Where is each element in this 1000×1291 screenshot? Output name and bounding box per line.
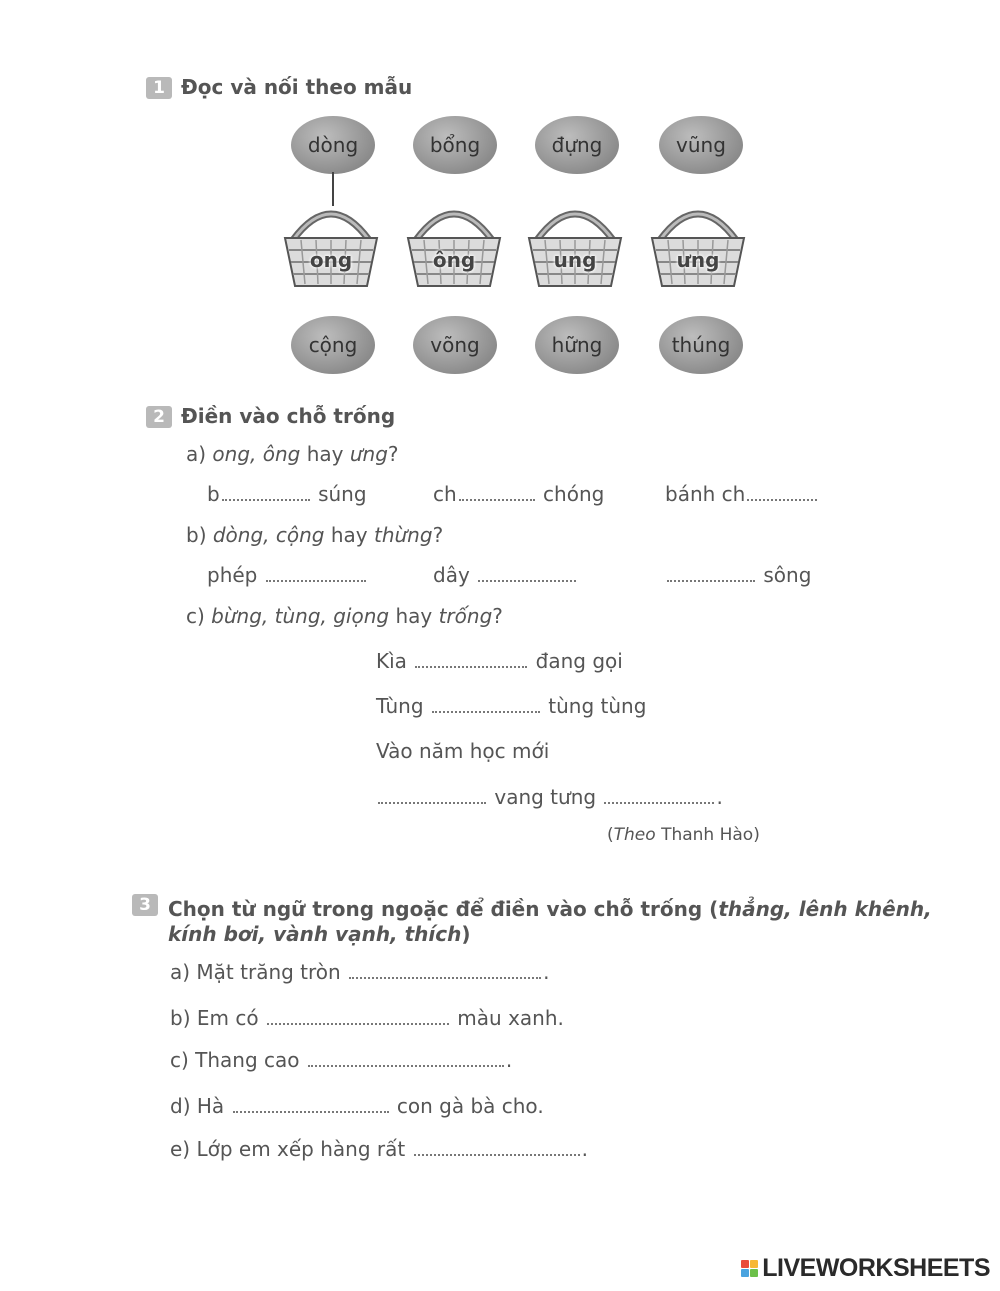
question-3-title-cont xyxy=(168,922,471,946)
part-label: c) xyxy=(186,604,205,628)
title-text: Chọn từ ngữ trong ngoặc để điền vào chỗ trống ( xyxy=(168,897,719,921)
egg-word[interactable]: cộng xyxy=(291,316,375,374)
basket-icon xyxy=(281,200,381,290)
item-label: d) Hà xyxy=(170,1094,225,1118)
poem-text: đang gọi xyxy=(535,649,623,673)
part-b-prompt xyxy=(186,523,443,547)
egg-word[interactable]: bổng xyxy=(413,116,497,174)
q3-item xyxy=(170,1094,544,1118)
logo-square xyxy=(741,1260,749,1268)
blank-field[interactable] xyxy=(478,580,576,582)
basket[interactable] xyxy=(404,200,504,290)
question-mark: ? xyxy=(492,604,503,628)
fill-item xyxy=(433,563,578,587)
blank-field[interactable] xyxy=(414,1154,580,1156)
blank-field[interactable] xyxy=(415,666,527,668)
basket-icon xyxy=(404,200,504,290)
poem-text: Tùng xyxy=(376,694,424,718)
poem-text: vang tưng xyxy=(494,785,597,809)
fill-before: ch xyxy=(433,482,457,506)
item-label: c) Thang cao xyxy=(170,1048,300,1072)
option-words: trống xyxy=(438,604,493,628)
egg-word[interactable]: võng xyxy=(413,316,497,374)
title-close: ) xyxy=(461,922,471,946)
blank-field[interactable] xyxy=(349,977,541,979)
question-mark: ? xyxy=(387,442,399,466)
brand-name: LIVEWORKSHEETS xyxy=(762,1254,990,1282)
question-1-title: Đọc và nối theo mẫu xyxy=(181,75,413,99)
item-label: a) Mặt trăng tròn xyxy=(170,960,341,984)
item-after: màu xanh. xyxy=(457,1006,564,1030)
poem-source xyxy=(607,825,760,845)
logo-square xyxy=(750,1260,758,1268)
blank-field[interactable] xyxy=(459,499,535,501)
blank-field[interactable] xyxy=(266,580,366,582)
source-italic: Theo xyxy=(613,825,656,845)
egg-word[interactable]: đựng xyxy=(535,116,619,174)
blank-field[interactable] xyxy=(267,1023,449,1025)
blank-field[interactable] xyxy=(233,1111,389,1113)
part-a-prompt xyxy=(186,442,399,466)
title-options: kính bơi, vành vạnh, thích xyxy=(168,922,462,946)
part-label: b) xyxy=(186,523,207,547)
basket-label: ong xyxy=(309,248,353,272)
logo-square xyxy=(741,1269,749,1277)
fill-item xyxy=(665,563,811,587)
item-label: b) Em có xyxy=(170,1006,259,1030)
egg-word[interactable]: dòng xyxy=(291,116,375,174)
connector-word: hay xyxy=(306,442,344,466)
option-words: bừng, tùng, giọng xyxy=(211,604,390,628)
egg-word[interactable]: thúng xyxy=(659,316,743,374)
fill-item xyxy=(207,482,367,506)
part-c-prompt xyxy=(186,604,503,628)
basket-icon xyxy=(648,200,748,290)
option-words: ưng xyxy=(349,442,388,466)
poem-text: . xyxy=(716,785,723,809)
poem-text: Kìa xyxy=(376,649,407,673)
liveworksheets-brand[interactable] xyxy=(741,1254,990,1283)
blank-field[interactable] xyxy=(747,499,817,501)
blank-field[interactable] xyxy=(432,711,540,713)
fill-after: súng xyxy=(318,482,367,506)
q3-item xyxy=(170,1048,512,1072)
fill-before: dây xyxy=(433,563,470,587)
egg-word[interactable]: vũng xyxy=(659,116,743,174)
option-words: thừng xyxy=(373,523,433,547)
fill-item xyxy=(207,563,368,587)
blank-field[interactable] xyxy=(667,580,755,582)
option-words: ong, ông xyxy=(212,442,301,466)
question-1-number: 1 xyxy=(146,77,172,99)
basket-label: ung xyxy=(553,248,597,272)
blank-field[interactable] xyxy=(308,1065,504,1067)
fill-before: bánh ch xyxy=(665,482,746,506)
item-label: e) Lớp em xếp hàng rất xyxy=(170,1137,406,1161)
poem-line xyxy=(376,785,723,809)
fill-before: phép xyxy=(207,563,258,587)
q3-item xyxy=(170,1006,564,1030)
question-3-title xyxy=(168,897,932,921)
logo-square xyxy=(750,1269,758,1277)
question-2-title: Điền vào chỗ trống xyxy=(181,404,396,428)
liveworksheets-logo-icon xyxy=(741,1260,758,1277)
part-label: a) xyxy=(186,442,207,466)
option-words: dòng, cộng xyxy=(212,523,325,547)
title-options: thẳng, lênh khênh, xyxy=(718,897,932,921)
fill-item xyxy=(665,482,819,506)
q3-item xyxy=(170,960,549,984)
question-3-number: 3 xyxy=(132,894,158,916)
poem-text: Vào năm học mới xyxy=(376,739,550,763)
poem-text: tùng tùng xyxy=(548,694,647,718)
blank-field[interactable] xyxy=(604,802,714,804)
q3-item xyxy=(170,1137,588,1161)
question-2-number: 2 xyxy=(146,406,172,428)
basket-icon xyxy=(525,200,625,290)
item-after: con gà bà cho. xyxy=(396,1094,544,1118)
fill-item xyxy=(433,482,604,506)
fill-after: sông xyxy=(763,563,812,587)
basket[interactable] xyxy=(525,200,625,290)
fill-before: b xyxy=(207,482,220,506)
connector-word: hay xyxy=(395,604,433,628)
basket[interactable] xyxy=(281,200,381,290)
question-mark: ? xyxy=(432,523,444,547)
basket-label: ưng xyxy=(676,248,720,272)
fill-after: chóng xyxy=(543,482,605,506)
item-after: . xyxy=(543,960,550,984)
source-author: Thanh Hào) xyxy=(661,825,760,845)
poem-line xyxy=(376,694,646,718)
blank-field[interactable] xyxy=(378,802,486,804)
item-after: . xyxy=(581,1137,588,1161)
source-paren: ( xyxy=(607,825,614,845)
poem-line xyxy=(376,649,623,673)
basket-label: ông xyxy=(432,248,476,272)
egg-word[interactable]: hững xyxy=(535,316,619,374)
blank-field[interactable] xyxy=(222,499,310,501)
item-after: . xyxy=(505,1048,513,1072)
connector-word: hay xyxy=(330,523,368,547)
poem-line xyxy=(376,739,549,763)
basket[interactable] xyxy=(648,200,748,290)
